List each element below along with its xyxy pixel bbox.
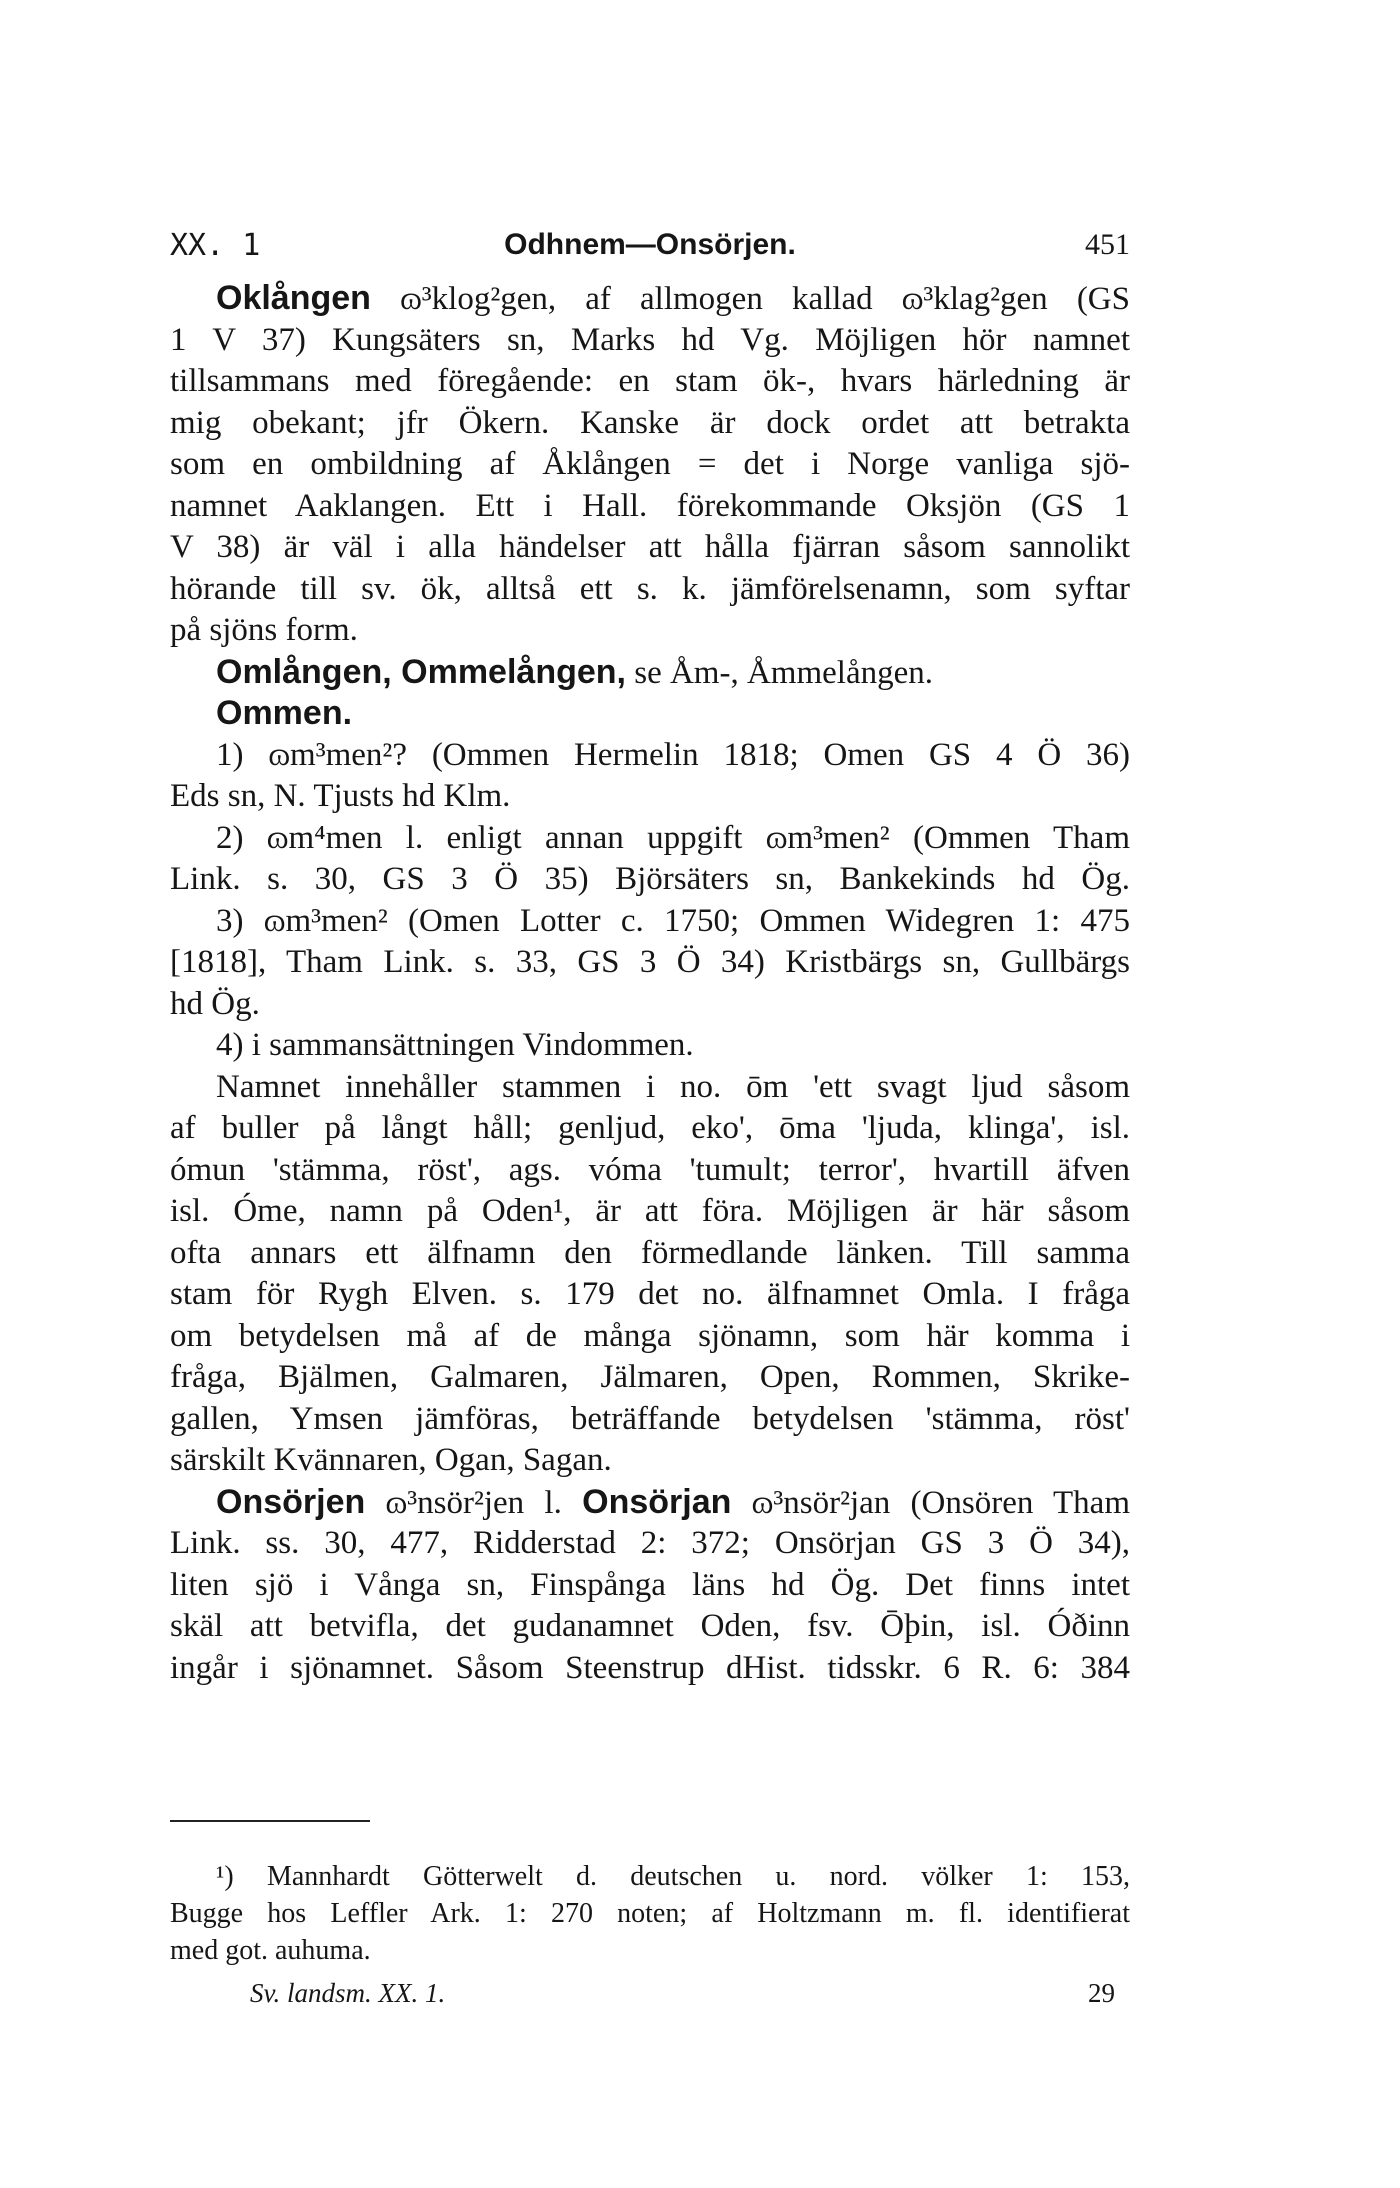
- headword: Omlången, Ommelången,: [216, 652, 626, 691]
- page-number: 451: [1085, 228, 1130, 261]
- text-line: stam för Rygh Elven. s. 179 det no. älfnamnet Omla. I fråga: [170, 1276, 1130, 1312]
- text-line: på sjöns form.: [170, 612, 358, 648]
- text-line: ingår i sjönamnet. Såsom Steenstrup dHist. tidsskr. 6 R. 6: 384: [170, 1649, 1130, 1686]
- text-line: särskilt Kvännaren, Ogan, Sagan.: [170, 1442, 612, 1478]
- text-line: [170, 652, 1130, 694]
- text-line: af buller på långt håll; genljud, eko', ōma 'ljuda, klinga', isl.: [170, 1110, 1130, 1146]
- text-line: 4) i sammansättningen Vindommen.: [216, 1027, 694, 1063]
- line-text: se Åm-, Åmmelången.: [625, 654, 933, 691]
- text-line: 2) ɷm⁴men l. enligt annan uppgift ɷm³men² (Ommen Tham: [216, 819, 1130, 856]
- line-text: ɷ³nsör²jen l.: [365, 1484, 583, 1521]
- page-footer: [170, 1978, 1130, 2014]
- text-line: namnet Aaklangen. Ett i Hall. förekommande Oksjön (GS 1: [170, 487, 1130, 524]
- text-line: [170, 693, 1130, 735]
- running-header: [170, 228, 1130, 268]
- text-line: [170, 1482, 1130, 1524]
- text-line: om betydelsen må af de många sjönamn, som här komma i: [170, 1317, 1130, 1354]
- footnote-line: ¹) Mannhardt Götterwelt d. deutschen u. nord. völker 1: 153,: [216, 1861, 1130, 1892]
- text-line: Link. ss. 30, 477, Ridderstad 2: 372; Onsörjan GS 3 Ö 34),: [170, 1525, 1130, 1561]
- footnote-line: Bugge hos Leffler Ark. 1: 270 noten; af Holtzmann m. fl. identifierat: [170, 1898, 1130, 1929]
- main-text: [170, 278, 1130, 1689]
- text-line: gallen, Ymsen jämföras, beträffande betydelsen 'stämma, röst': [170, 1400, 1130, 1437]
- headword: Ommen.: [216, 694, 353, 732]
- footnote-divider: [170, 1820, 370, 1822]
- text-line: hörande till sv. ök, alltså ett s. k. jämförelsenamn, som syftar: [170, 570, 1130, 607]
- text-line: ofta annars ett älfnamn den förmedlande länken. Till samma: [170, 1234, 1130, 1271]
- headword: Onsörjen: [216, 1482, 366, 1521]
- text-line: mig obekant; jfr Ökern. Kanske är dock ordet att betrakta: [170, 404, 1130, 441]
- text-line: ómun 'stämma, röst', ags. vóma 'tumult; terror', hvartill äfven: [170, 1151, 1130, 1188]
- text-line: V 38) är väl i alla händelser att hålla fjärran såsom sannolikt: [170, 529, 1130, 565]
- text-line: hd Ög.: [170, 985, 260, 1022]
- text-line: som en ombildning af Åklången = det i Norge vanliga sjö-: [170, 446, 1130, 482]
- text-line: tillsammans med föregående: en stam ök-, hvars härledning är: [170, 363, 1130, 399]
- text-line: Namnet innehåller stammen i no. ōm 'ett svagt ljud såsom: [216, 1068, 1130, 1105]
- footnote: [170, 1858, 1130, 1969]
- signature-mark: Sv. landsm. XX. 1.: [250, 1978, 446, 2008]
- text-line: 3) ɷm³men² (Omen Lotter c. 1750; Ommen Widegren 1: 475: [216, 902, 1130, 939]
- headword: Onsörjan: [582, 1482, 732, 1521]
- text-line: isl. Óme, namn på Oden¹, är att föra. Möjligen är här såsom: [170, 1193, 1130, 1229]
- text-line: Link. s. 30, GS 3 Ö 35) Björsäters sn, Bankekinds hd Ög.: [170, 861, 1130, 897]
- text-line: [1818], Tham Link. s. 33, GS 3 Ö 34) Kristbärgs sn, Gullbärgs: [170, 944, 1130, 980]
- text-line: liten sjö i Vånga sn, Finspånga läns hd Ög. Det finns intet: [170, 1566, 1130, 1603]
- text-line: [170, 278, 1130, 320]
- sheet-number: 29: [1088, 1978, 1115, 2008]
- text-line: skäl att betvifla, det gudanamnet Oden, fsv. Ōþin, isl. Óðinn: [170, 1608, 1130, 1644]
- footnote-line: med got. auhuma.: [170, 1935, 371, 1966]
- text-line: Eds sn, N. Tjusts hd Klm.: [170, 778, 511, 814]
- running-title: Odhnem—Onsörjen.: [504, 228, 796, 261]
- text-line: 1 V 37) Kungsäters sn, Marks hd Vg. Möjligen hör namnet: [170, 321, 1130, 358]
- text-line: 1) ɷm³men²? (Ommen Hermelin 1818; Omen GS 4 Ö 36): [216, 736, 1130, 773]
- line-text: ɷ³nsör²jan (Onsören Tham: [731, 1484, 1130, 1521]
- line-text: ɷ³klog²gen, af allmogen kallad ɷ³klag²gen (GS: [370, 281, 1130, 317]
- volume-label: XX. 1: [170, 228, 261, 263]
- text-line: fråga, Bjälmen, Galmaren, Jälmaren, Open, Rommen, Skrike-: [170, 1359, 1130, 1395]
- headword: Oklången: [216, 279, 371, 317]
